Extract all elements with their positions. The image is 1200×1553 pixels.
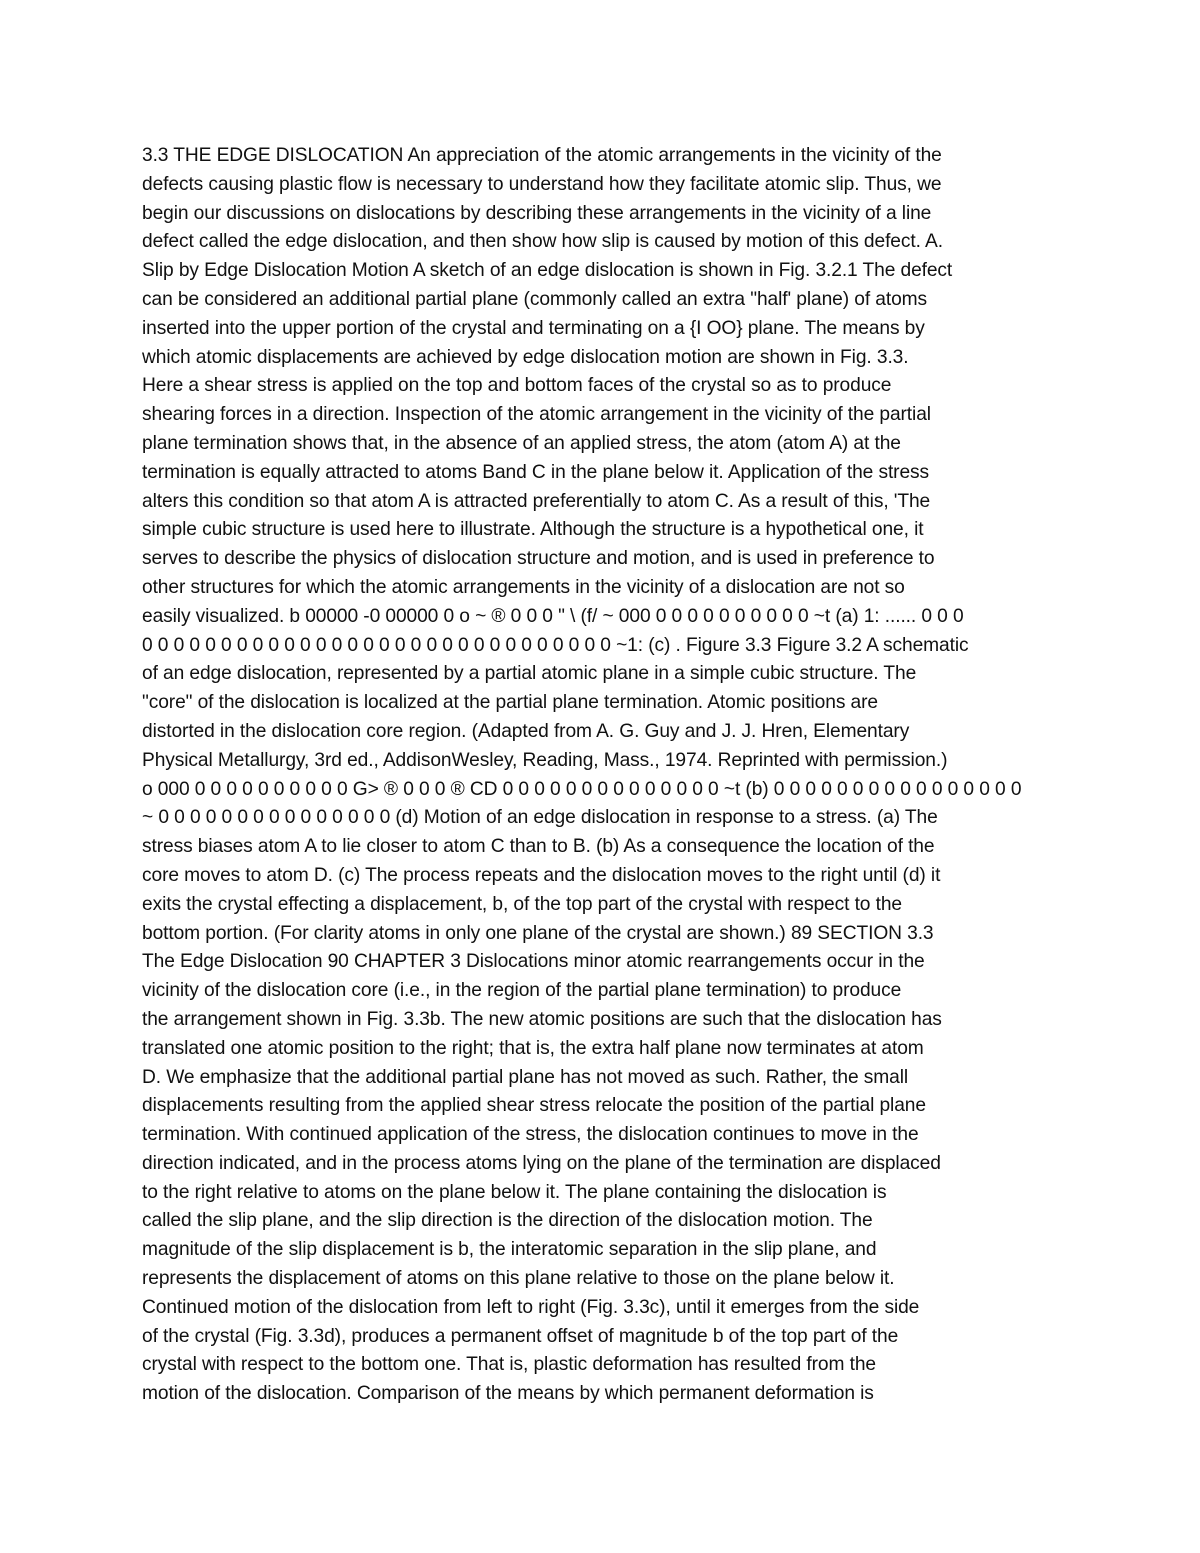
text-line: 0 0 0 0 0 0 0 0 0 0 0 0 0 0 0 0 0 0 0 0 0 0 0 0 0 0 0 0 0 0 ~1: (c) . Figure 3.3 Figure 3.2 A schematic — [142, 634, 969, 656]
text-line: stress biases atom A to lie closer to atom C than to B. (b) As a consequence the location of the — [142, 836, 935, 858]
text-line: easily visualized. b 00000 -0 00000 0 o ~ ® 0 0 0 " \ (f/ ~ 000 0 0 0 0 0 0 0 0 0 0 ~t (a) 1: ...... 0 0 0 — [142, 605, 964, 627]
text-line: represents the displacement of atoms on this plane relative to those on the plane below it. — [142, 1268, 895, 1290]
text-line: Physical Metallurgy, 3rd ed., AddisonWesley, Reading, Mass., 1974. Reprinted with permission.) — [142, 749, 948, 771]
text-line: begin our discussions on dislocations by describing these arrangements in the vicinity of a line — [142, 202, 932, 224]
text-line: defects causing plastic flow is necessary to understand how they facilitate atomic slip. Thus, we — [142, 173, 942, 195]
text-line: simple cubic structure is used here to illustrate. Although the structure is a hypothetical one, it — [142, 519, 924, 541]
text-line: of the crystal (Fig. 3.3d), produces a permanent offset of magnitude b of the top part of the — [142, 1325, 899, 1347]
text-line: plane termination shows that, in the absence of an applied stress, the atom (atom A) at the — [142, 432, 901, 454]
text-line: translated one atomic position to the right; that is, the extra half plane now terminates at atom — [142, 1037, 924, 1059]
text-line: core moves to atom D. (c) The process repeats and the dislocation moves to the right until (d) it — [142, 864, 941, 886]
text-line: displacements resulting from the applied shear stress relocate the position of the partial plane — [142, 1095, 926, 1117]
body-text — [142, 142, 1067, 1409]
text-line: 3.3 THE EDGE DISLOCATION An appreciation of the atomic arrangements in the vicinity of the — [142, 145, 942, 166]
text-line: which atomic displacements are achieved by edge dislocation motion are shown in Fig. 3.3. — [142, 346, 909, 368]
text-line: termination. With continued application of the stress, the dislocation continues to move in the — [142, 1124, 919, 1146]
text-line: of an edge dislocation, represented by a partial atomic plane in a simple cubic structure. The — [142, 663, 917, 685]
text-line: the arrangement shown in Fig. 3.3b. The new atomic positions are such that the dislocation has — [142, 1008, 942, 1030]
text-line: bottom portion. (For clarity atoms in only one plane of the crystal are shown.) 89 SECTION 3.3 — [142, 922, 934, 944]
text-line: inserted into the upper portion of the crystal and terminating on a {I OO} plane. The means by — [142, 317, 925, 339]
text-line: can be considered an additional partial plane (commonly called an extra "half' plane) of atoms — [142, 288, 928, 310]
text-line: Here a shear stress is applied on the top and bottom faces of the crystal so as to produce — [142, 375, 892, 397]
text-line: vicinity of the dislocation core (i.e., in the region of the partial plane termination) to produce — [142, 980, 902, 1002]
text-line: termination is equally attracted to atoms Band C in the plane below it. Application of the stress — [142, 461, 930, 483]
text-line: shearing forces in a direction. Inspection of the atomic arrangement in the vicinity of the partial — [142, 404, 931, 426]
text-line: exits the crystal effecting a displacement, b, of the top part of the crystal with respect to the — [142, 893, 902, 915]
text-line: motion of the dislocation. Comparison of the means by which permanent deformation is — [142, 1383, 874, 1405]
text-line: distorted in the dislocation core region. (Adapted from A. G. Guy and J. J. Hren, Elementary — [142, 720, 910, 742]
text-line: serves to describe the physics of dislocation structure and motion, and is used in preference to — [142, 548, 935, 570]
text-line: magnitude of the slip displacement is b, the interatomic separation in the slip plane, and — [142, 1239, 877, 1261]
text-line: Slip by Edge Dislocation Motion A sketch of an edge dislocation is shown in Fig. 3.2.1 The defect — [142, 260, 953, 282]
text-line: D. We emphasize that the additional partial plane has not moved as such. Rather, the small — [142, 1066, 909, 1088]
text-line: other structures for which the atomic arrangements in the vicinity of a dislocation are not so — [142, 576, 905, 598]
text-line: "core" of the dislocation is localized at the partial plane termination. Atomic positions are — [142, 692, 878, 714]
text-line: The Edge Dislocation 90 CHAPTER 3 Dislocations minor atomic rearrangements occur in the — [142, 951, 925, 973]
text-line: crystal with respect to the bottom one. That is, plastic deformation has resulted from the — [142, 1354, 876, 1376]
text-line: to the right relative to atoms on the plane below it. The plane containing the dislocation is — [142, 1181, 887, 1203]
text-line: defect called the edge dislocation, and then show how slip is caused by motion of this defect. A. — [142, 231, 943, 253]
text-line: called the slip plane, and the slip direction is the direction of the dislocation motion. The — [142, 1210, 873, 1232]
text-line: ~ 0 0 0 0 0 0 0 0 0 0 0 0 0 0 0 (d) Motion of an edge dislocation in response to a stress. (a) The — [142, 807, 938, 829]
text-line: alters this condition so that atom A is attracted preferentially to atom C. As a result of this, 'The — [142, 490, 931, 512]
text-line: Continued motion of the dislocation from left to right (Fig. 3.3c), until it emerges from the side — [142, 1296, 920, 1318]
text-line: direction indicated, and in the process atoms lying on the plane of the termination are displaced — [142, 1152, 941, 1174]
text-line: o 000 0 0 0 0 0 0 0 0 0 0 G> ® 0 0 0 ® CD 0 0 0 0 0 0 0 0 0 0 0 0 0 0 ~t (b) 0 0 0 0 0 0 0 0 0 0 0 0 0 0 0 0 — [142, 778, 1022, 800]
